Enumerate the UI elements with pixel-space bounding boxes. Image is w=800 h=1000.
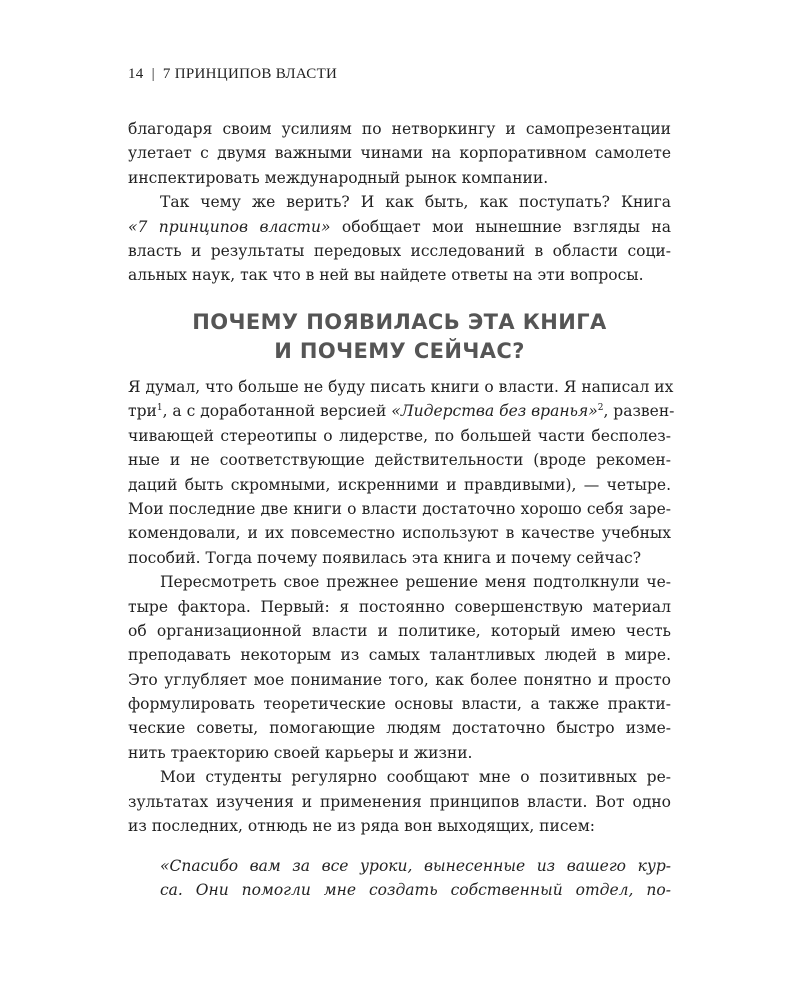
text-line: пособий. Тогда почему появилась эта книга и почему сейчас? xyxy=(128,548,642,567)
text-line: инспектировать международный рынок компании. xyxy=(128,168,549,187)
text-line: преподавать некоторым из самых талантливых людей в мире. xyxy=(128,646,671,665)
intro-text xyxy=(128,117,671,288)
heading-line: И ПОЧЕМУ СЕЙЧАС? xyxy=(274,339,525,363)
quote-line: са. Они помогли мне создать собственный отдел, по- xyxy=(160,881,671,900)
text-line: тыре фактора. Первый: я постоянно совершенствую материал xyxy=(128,597,671,616)
text-line: формулировать теоретические основы власти, а также практи- xyxy=(128,695,671,714)
book-title-ref: «7 принципов власти» xyxy=(128,217,331,236)
text-line: ческие советы, помогающие людям достаточно быстро изме- xyxy=(128,719,671,738)
text-line: власть и результаты передовых исследований в области соци- xyxy=(128,241,671,260)
page-number: 14 xyxy=(128,66,144,82)
section-heading xyxy=(128,308,671,366)
text-line: три$^1$, а с доработанной версией «Лидерства без вранья»$^2$, развен- xyxy=(128,402,675,421)
text-line: Так чему же верить? И как быть, как поступать? Книга xyxy=(160,193,671,212)
text-line: Я думал, что больше не буду писать книги о власти. Я написал их xyxy=(128,378,674,396)
text-line: Мои студенты регулярно сообщают мне о позитивных ре- xyxy=(160,768,671,787)
text-line: зультатах изучения и применения принципов власти. Вот одно xyxy=(128,792,671,811)
text-line: об организационной власти и политике, который имею честь xyxy=(128,621,671,640)
text-line: из последних, отнюдь не из ряда вон выходящих, писем: xyxy=(128,817,595,836)
text-line: альных наук, так что в ней вы найдете ответы на эти вопросы. xyxy=(128,266,644,285)
footnote-ref: 2 xyxy=(597,403,604,414)
quote-line: «Спасибо вам за все уроки, вынесенные из вашего кур- xyxy=(160,857,671,875)
heading-line: ПОЧЕМУ ПОЯВИЛАСЬ ЭТА КНИГА xyxy=(192,310,607,334)
text-line: комендовали, и их повсеместно используют в качестве учебных xyxy=(128,524,671,543)
body-text xyxy=(128,375,675,838)
text-line: ные и не соответствующие действительности (вроде рекомен- xyxy=(128,451,671,470)
header-separator: | xyxy=(151,66,155,82)
running-head xyxy=(128,66,337,83)
text-line: Мои последние две книги о власти достаточно хорошо себя заре- xyxy=(128,499,671,518)
text-line: улетает с двумя важными чинами на корпоративном самолете xyxy=(128,144,671,163)
book-title-ref: «Лидерства без вранья» xyxy=(391,402,598,421)
text-line: даций быть скромными, искренними и правдивыми), — четыре. xyxy=(128,475,671,494)
text-line: Пересмотреть свое прежнее решение меня подтолкнули че- xyxy=(160,573,671,592)
text-line: чивающей стереотипы о лидерстве, по большей части бесполез- xyxy=(128,426,671,445)
block-quote xyxy=(160,854,671,903)
text-line: Это углубляет мое понимание того, как более понятно и просто xyxy=(128,670,671,689)
book-title: 7 ПРИНЦИПОВ ВЛАСТИ xyxy=(162,66,338,82)
text-line: «7 принципов власти» обобщает мои нынешние взгляды на xyxy=(128,217,671,236)
text-line: благодаря своим усилиям по нетворкингу и самопрезентации xyxy=(128,120,671,138)
text-line: нить траекторию своей карьеры и жизни. xyxy=(128,743,473,762)
footnote-ref: 1 xyxy=(156,403,163,414)
